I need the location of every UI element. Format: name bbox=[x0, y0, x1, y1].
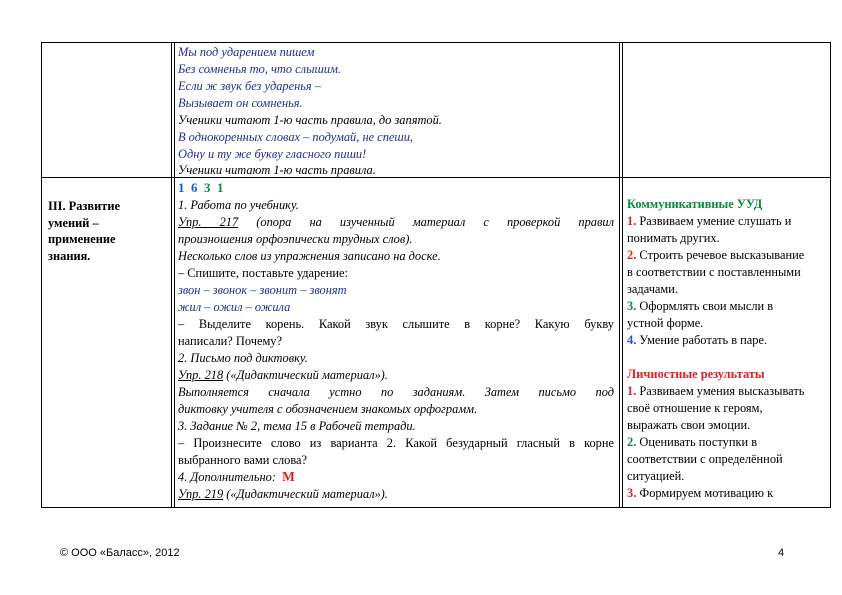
uud-line: выражать свои эмоции. bbox=[627, 418, 751, 432]
column-divider-2 bbox=[619, 42, 620, 508]
uud-line: 2. Оценивать поступки в bbox=[627, 435, 758, 449]
uud-line: ситуацией. bbox=[627, 469, 685, 483]
uud-line: устной форме. bbox=[627, 316, 704, 330]
uud-line: 3. Формируем мотивацию к bbox=[627, 486, 774, 500]
body-line bbox=[178, 486, 388, 502]
exercise-ref: Упр. 217 bbox=[178, 215, 239, 229]
body-line: Несколько слов из упражнения записано на доске. bbox=[178, 249, 441, 263]
uud-line: 4. Умение работать в паре. bbox=[627, 333, 768, 347]
body-line: 3. Задание № 2, тема 15 в Рабочей тетради. bbox=[178, 419, 416, 433]
column-divider-1b bbox=[174, 42, 175, 508]
poem-line: Вызывает он сомненья. bbox=[178, 96, 303, 110]
body-line: 2. Письмо под диктовку. bbox=[178, 351, 308, 365]
footer-copyright: © ООО «Баласс», 2012 bbox=[60, 547, 180, 559]
poem-line: Без сомненья то, что слышим. bbox=[178, 62, 342, 76]
body-line: – Спишите, поставьте ударение: bbox=[178, 266, 348, 280]
mark-digit: 1 bbox=[217, 180, 224, 195]
uud-line: задачами. bbox=[627, 282, 679, 296]
word-list: жил – ожил – ожила bbox=[178, 300, 291, 314]
body-line: 1. Работа по учебнику. bbox=[178, 198, 299, 212]
word-list: звон – звонок – звонит – звонят bbox=[178, 283, 347, 297]
stage-title bbox=[48, 198, 120, 264]
mark-letter: М bbox=[282, 469, 295, 484]
instruction-line: Ученики читают 1-ю часть правила. bbox=[178, 163, 376, 177]
column-divider-2b bbox=[622, 42, 623, 508]
body-line bbox=[178, 214, 614, 230]
mark-digit: 1 bbox=[178, 180, 185, 195]
exercise-desc: («Дидактический материал»). bbox=[226, 487, 388, 501]
stage-line: III. Развитие bbox=[48, 199, 120, 213]
body-line: – Произнесите слово из варианта 2. Какой безударный гласный в корне bbox=[178, 436, 614, 450]
table-right-border bbox=[830, 42, 831, 508]
exercise-ref: Упр. 218 bbox=[178, 368, 224, 382]
instruction-line: Ученики читают 1-ю часть правила, до запятой. bbox=[178, 113, 442, 127]
exercise-ref: Упр. 219 bbox=[178, 487, 224, 501]
uud-line: понимать других. bbox=[627, 231, 720, 245]
exercise-desc: (опора на изученный материал с проверкой правил bbox=[256, 215, 614, 229]
uud-line: 2. Строить речевое высказывание bbox=[627, 248, 805, 262]
poem-line: Мы под ударением пишем bbox=[178, 45, 315, 59]
stage-line: знания. bbox=[48, 248, 91, 263]
stage-line: умений – bbox=[48, 215, 99, 230]
exercise-desc: («Дидактический материал»). bbox=[226, 368, 388, 382]
uud-line: соответствии с определённой bbox=[627, 452, 783, 466]
table-left-border bbox=[41, 42, 42, 508]
column-divider-1 bbox=[171, 42, 172, 508]
poem-line: В однокоренных словах – подумай, не спеши, bbox=[178, 130, 414, 144]
uud-line: в соответствии с поставленными bbox=[627, 265, 801, 279]
table-top-border bbox=[41, 42, 831, 43]
body-line: – Выделите корень. Какой звук слышите в корне? Какую букву bbox=[178, 317, 614, 331]
mark-digit: 3 bbox=[204, 180, 211, 195]
uud-line: 1. Развиваем умения высказывать bbox=[627, 384, 805, 398]
page-number: 4 bbox=[778, 547, 785, 559]
body-line bbox=[178, 367, 388, 383]
body-line: выбранного вами слова? bbox=[178, 453, 308, 467]
row-divider bbox=[41, 177, 831, 178]
body-line: Выполняется сначала устно по заданиям. Затем письмо под bbox=[178, 385, 614, 399]
item-label: 4. Дополнительно: bbox=[178, 470, 276, 484]
comm-uud-title: Коммуникативные УУД bbox=[627, 197, 763, 211]
table-bottom-border bbox=[41, 507, 831, 508]
personal-results-title: Личностные результаты bbox=[627, 367, 765, 381]
uud-line: своё отношение к героям, bbox=[627, 401, 763, 415]
stage-line: применение bbox=[48, 232, 116, 247]
poem-line: Если ж звук без ударенья – bbox=[178, 79, 321, 93]
body-line: произношения орфоэпически трудных слов). bbox=[178, 232, 413, 246]
uud-line: 3. Оформлять свои мысли в bbox=[627, 299, 774, 313]
body-line: написали? Почему? bbox=[178, 334, 282, 348]
marks-row bbox=[178, 180, 224, 196]
body-line bbox=[178, 469, 295, 485]
body-line: диктовку учителя с обозначением знакомых орфограмм. bbox=[178, 402, 478, 416]
mark-digit: 6 bbox=[191, 180, 198, 195]
uud-line: 1. Развиваем умение слушать и bbox=[627, 214, 792, 228]
poem-line: Одну и ту же букву гласного пиши! bbox=[178, 147, 367, 161]
